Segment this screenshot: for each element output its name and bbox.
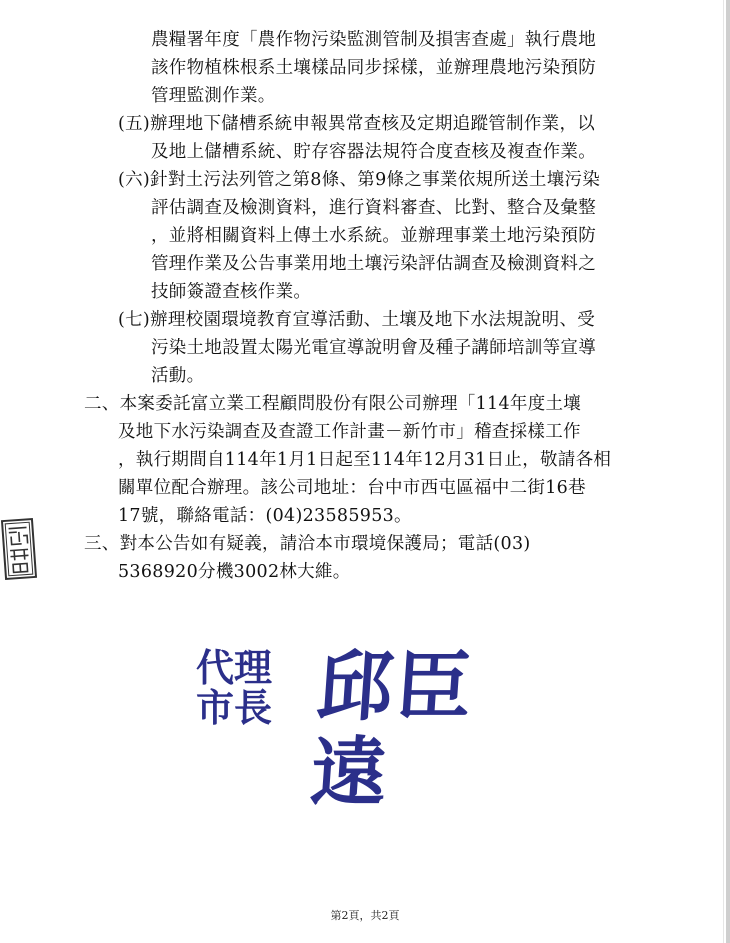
- text-line: 5368920分機3002林大維。: [118, 562, 351, 582]
- text-line: 活動。: [151, 366, 205, 386]
- text-line: 該作物植株根系土壤樣品同步採樣，並辦理農地污染預防: [151, 58, 596, 78]
- text-line: 管理作業及公告事業用地土壤污染評估調查及檢測資料之: [151, 254, 596, 274]
- text-line: 關單位配合辦理。該公司地址：台中市西屯區福中二街16巷: [118, 478, 586, 498]
- signature-block: [196, 642, 536, 817]
- text-line: ，並將相關資料上傳土水系統。並辦理事業土地污染預防: [151, 226, 596, 246]
- text-line: 管理監測作業。: [151, 86, 276, 106]
- text-line: 及地下水污染調查及查證工作計畫－新竹市」稽查採樣工作: [118, 422, 581, 442]
- scan-edge-line: [723, 0, 724, 943]
- text-line: ，執行期間自114年1月1日起至114年12月31日止，敬請各相: [118, 450, 612, 470]
- text-line: 評估調查及檢測資料，進行資料審查、比對、整合及彙整: [151, 198, 596, 218]
- text-line: (七)辦理校園環境教育宣導活動、土壤及地下水法規說明、受: [118, 310, 596, 330]
- scan-edge: [726, 0, 730, 943]
- page-footer: 第2頁，共2頁: [330, 909, 400, 922]
- signature-title-line1: 代理: [196, 645, 273, 690]
- text-line: 及地上儲槽系統、貯存容器法規符合度查核及複查作業。: [151, 142, 596, 162]
- text-line: 農糧署年度「農作物污染監測管制及損害查處」執行農地: [151, 30, 596, 50]
- text-line: 17號，聯絡電話：(04)23585953。: [118, 506, 412, 526]
- text-line: 技師簽證查核作業。: [151, 282, 312, 302]
- signature-name: 邱臣遠: [307, 642, 477, 817]
- signature-title-line2: 市長: [196, 685, 273, 730]
- text-line: 三、對本公告如有疑義，請洽本市環境保護局；電話(03): [84, 534, 531, 554]
- text-line: 二、本案委託富立業工程顧問股份有限公司辦理「114年度土壤: [84, 394, 582, 414]
- seal-stamp-graphic: [0, 517, 38, 581]
- seal-stamp: [0, 517, 38, 581]
- text-line: (五)辦理地下儲槽系統申報異常查核及定期追蹤管制作業，以: [118, 114, 596, 134]
- text-line: 污染土地設置太陽光電宣導說明會及種子講師培訓等宣導: [151, 338, 596, 358]
- text-line: (六)針對土污法列管之第8條、第9條之事業依規所送土壤污染: [118, 170, 601, 190]
